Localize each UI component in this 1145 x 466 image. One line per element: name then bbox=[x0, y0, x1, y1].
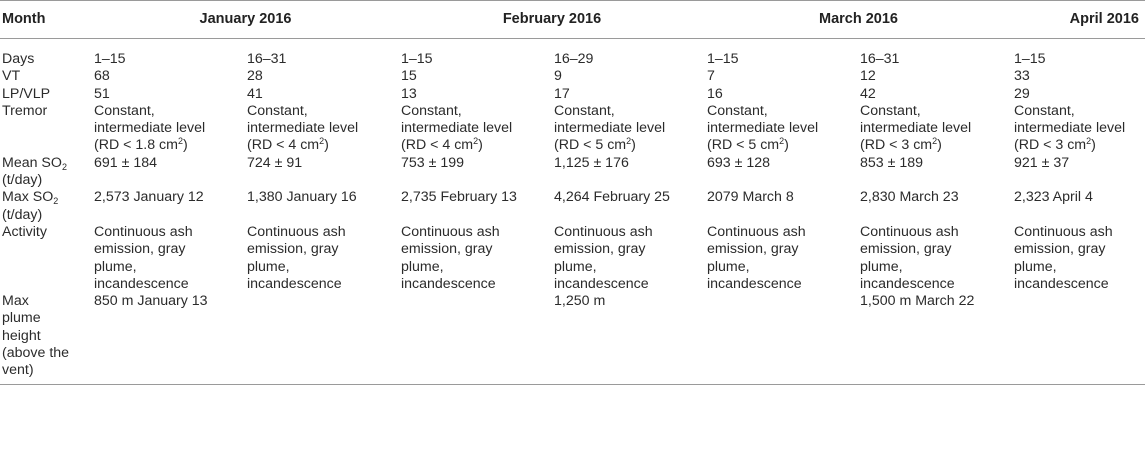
activity-line: plume, bbox=[707, 258, 750, 275]
cell-vt: 68 bbox=[94, 68, 110, 85]
cell-plume bbox=[245, 293, 399, 384]
activity-line: Continuous ash bbox=[554, 223, 653, 240]
row-days bbox=[0, 39, 1145, 69]
cell-vt: 28 bbox=[247, 68, 263, 85]
activity-line: emission, gray bbox=[707, 241, 799, 258]
cell-activity bbox=[245, 224, 399, 293]
activity-line: Continuous ash bbox=[1014, 223, 1113, 240]
activity-line: plume, bbox=[247, 258, 290, 275]
cell-days: 1–15 bbox=[94, 51, 126, 67]
cell-vt: 12 bbox=[860, 68, 876, 85]
header-month-label: Month bbox=[0, 1, 92, 39]
cell-days: 1–15 bbox=[1014, 51, 1046, 67]
activity-line: emission, gray bbox=[554, 241, 646, 258]
cell-mean-so2: 1,125 ± 176 bbox=[554, 154, 629, 171]
row-tremor bbox=[0, 103, 1145, 155]
tremor-line: Constant, bbox=[94, 102, 155, 119]
cell-days: 16–31 bbox=[247, 51, 287, 67]
tremor-line: Constant, bbox=[401, 102, 462, 119]
row-vt bbox=[0, 68, 1145, 85]
row-label-days: Days bbox=[2, 51, 35, 67]
cell-activity bbox=[92, 224, 245, 293]
cell-tremor bbox=[245, 103, 399, 155]
cell-activity bbox=[399, 224, 552, 293]
cell-activity bbox=[552, 224, 705, 293]
row-max-so2 bbox=[0, 189, 1145, 224]
header-row bbox=[0, 1, 1145, 39]
cell-lpvlp: 16 bbox=[707, 85, 723, 102]
cell-tremor bbox=[858, 103, 1012, 155]
row-mean-so2 bbox=[0, 155, 1145, 190]
tremor-line: intermediate level bbox=[707, 120, 819, 137]
activity-line: plume, bbox=[554, 258, 597, 275]
row-lpvlp bbox=[0, 86, 1145, 103]
cell-activity bbox=[858, 224, 1012, 293]
cell-plume bbox=[705, 293, 858, 384]
activity-line: emission, gray bbox=[247, 241, 339, 258]
tremor-rd: (RD < 3 $cm^2$) bbox=[1014, 136, 1096, 154]
cell-plume: 850 m January 13 bbox=[92, 293, 245, 384]
cell-tremor bbox=[399, 103, 552, 155]
tremor-line: Constant, bbox=[1014, 102, 1075, 119]
activity-line: plume, bbox=[1014, 258, 1057, 275]
activity-line: incandescence bbox=[860, 275, 955, 292]
activity-line: Continuous ash bbox=[94, 223, 193, 240]
tremor-rd: (RD < 5 $cm^2$) bbox=[554, 136, 636, 154]
row-label-max-plume-height: Max plume height (above the vent) bbox=[0, 293, 92, 384]
cell-tremor bbox=[552, 103, 705, 155]
tremor-line: intermediate level bbox=[247, 120, 359, 137]
activity-line: plume, bbox=[94, 258, 137, 275]
cell-max-so2: 2,735 February 13 bbox=[401, 189, 517, 206]
cell-max-so2: 2,573 January 12 bbox=[94, 189, 204, 206]
cell-tremor bbox=[1012, 103, 1145, 155]
cell-tremor bbox=[705, 103, 858, 155]
row-label-max-so2: Max $SO_2$ (t/day) bbox=[2, 189, 59, 223]
cell-lpvlp: 17 bbox=[554, 85, 570, 102]
cell-tremor bbox=[92, 103, 245, 155]
cell-activity bbox=[1012, 224, 1145, 293]
header-april: April 2016 bbox=[1012, 1, 1145, 39]
cell-max-so2: 4,264 February 25 bbox=[554, 189, 670, 206]
activity-line: incandescence bbox=[401, 275, 496, 292]
tremor-rd: (RD < 1.8 $cm^2$) bbox=[94, 136, 188, 154]
row-label-tremor: Tremor bbox=[2, 102, 48, 119]
cell-max-so2: 2079 March 8 bbox=[707, 189, 794, 206]
cell-mean-so2: 724 ± 91 bbox=[247, 154, 303, 171]
cell-mean-so2: 921 ± 37 bbox=[1014, 154, 1070, 171]
cell-plume bbox=[399, 293, 552, 384]
row-activity bbox=[0, 224, 1145, 293]
tremor-line: intermediate level bbox=[1014, 120, 1126, 137]
cell-lpvlp: 42 bbox=[860, 85, 876, 102]
tremor-line: intermediate level bbox=[401, 120, 513, 137]
cell-max-so2: 2,830 March 23 bbox=[860, 189, 959, 206]
cell-activity bbox=[705, 224, 858, 293]
activity-line: Continuous ash bbox=[401, 223, 500, 240]
tremor-rd: (RD < 3 $cm^2$) bbox=[860, 136, 942, 154]
cell-mean-so2: 693 ± 128 bbox=[707, 154, 771, 171]
cell-days: 1–15 bbox=[401, 51, 433, 67]
cell-vt: 33 bbox=[1014, 68, 1030, 85]
tremor-line: intermediate level bbox=[554, 120, 666, 137]
activity-line: emission, gray bbox=[401, 241, 493, 258]
activity-line: Continuous ash bbox=[707, 223, 806, 240]
activity-line: incandescence bbox=[554, 275, 649, 292]
activity-line: emission, gray bbox=[860, 241, 952, 258]
activity-line: incandescence bbox=[1014, 275, 1109, 292]
cell-plume: 1,500 m March 22 bbox=[858, 293, 1012, 384]
row-label-mean-so2: Mean $SO_2$ (t/day) bbox=[2, 154, 67, 189]
cell-plume: 1,250 m bbox=[552, 293, 705, 384]
cell-lpvlp: 13 bbox=[401, 85, 417, 102]
cell-mean-so2: 753 ± 199 bbox=[401, 154, 465, 171]
cell-lpvlp: 51 bbox=[94, 85, 110, 102]
cell-plume bbox=[1012, 293, 1145, 384]
header-february: February 2016 bbox=[399, 1, 705, 39]
tremor-rd: (RD < 4 $cm^2$) bbox=[401, 136, 483, 154]
cell-max-so2: 2,323 April 4 bbox=[1014, 189, 1093, 206]
cell-vt: 15 bbox=[401, 68, 417, 85]
row-max-plume-height bbox=[0, 293, 1145, 384]
tremor-rd: (RD < 4 $cm^2$) bbox=[247, 136, 329, 154]
tremor-rd: (RD < 5 $cm^2$) bbox=[707, 136, 789, 154]
cell-days: 16–31 bbox=[860, 51, 900, 67]
cell-vt: 7 bbox=[707, 68, 715, 85]
tremor-line: Constant, bbox=[707, 102, 768, 119]
tremor-line: Constant, bbox=[554, 102, 615, 119]
activity-line: plume, bbox=[401, 258, 444, 275]
activity-line: Continuous ash bbox=[247, 223, 346, 240]
header-march: March 2016 bbox=[705, 1, 1012, 39]
row-label-activity: Activity bbox=[2, 223, 47, 240]
row-label-lpvlp: LP/VLP bbox=[2, 85, 51, 102]
activity-line: incandescence bbox=[707, 275, 802, 292]
tremor-line: Constant, bbox=[860, 102, 921, 119]
activity-line: emission, gray bbox=[94, 241, 186, 258]
cell-mean-so2: 853 ± 189 bbox=[860, 154, 924, 171]
cell-mean-so2: 691 ± 184 bbox=[94, 154, 158, 171]
activity-line: incandescence bbox=[94, 275, 189, 292]
tremor-line: intermediate level bbox=[94, 120, 206, 137]
row-label-vt: VT bbox=[2, 68, 21, 85]
cell-lpvlp: 41 bbox=[247, 85, 263, 102]
cell-days: 16–29 bbox=[554, 51, 594, 67]
header-january: January 2016 bbox=[92, 1, 399, 39]
tremor-line: intermediate level bbox=[860, 120, 972, 137]
cell-days: 1–15 bbox=[707, 51, 739, 67]
activity-line: Continuous ash bbox=[860, 223, 959, 240]
cell-max-so2: 1,380 January 16 bbox=[247, 189, 357, 206]
cell-vt: 9 bbox=[554, 68, 562, 85]
activity-line: emission, gray bbox=[1014, 241, 1106, 258]
tremor-line: Constant, bbox=[247, 102, 308, 119]
activity-line: incandescence bbox=[247, 275, 342, 292]
cell-lpvlp: 29 bbox=[1014, 85, 1030, 102]
activity-line: plume, bbox=[860, 258, 903, 275]
